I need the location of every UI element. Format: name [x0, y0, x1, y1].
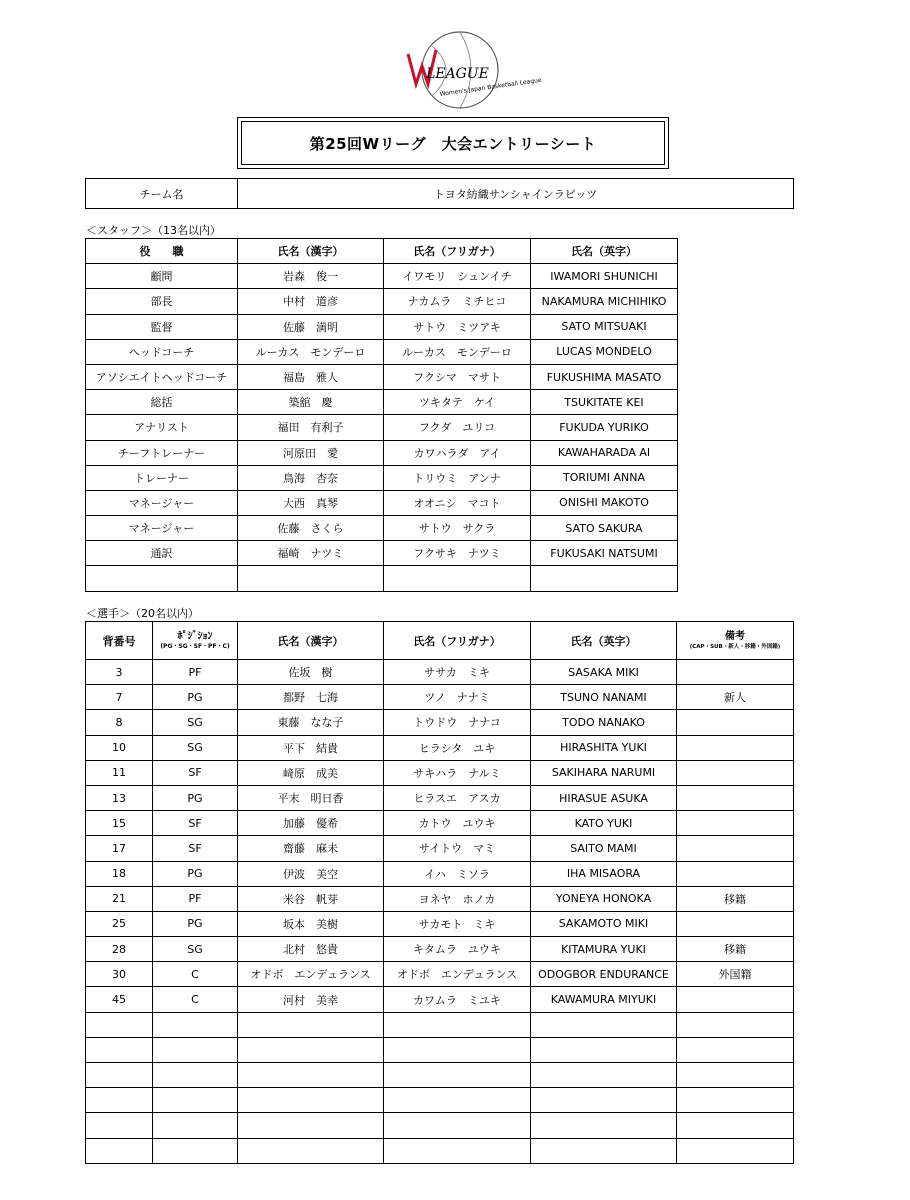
player-name-kanji: 齋藤 麻未: [238, 836, 384, 861]
player-name-kanji: 平末 明日香: [238, 785, 384, 810]
staff-role: チーフトレーナー: [86, 440, 238, 465]
staff-name-en: FUKUDA YURIKO: [531, 415, 678, 440]
player-number: 7: [86, 685, 153, 710]
player-position: [153, 1063, 238, 1088]
staff-role: 総括: [86, 390, 238, 415]
staff-name-kanji: 中村 道彦: [238, 289, 384, 314]
staff-row: [86, 314, 678, 339]
player-name-kana: ヒラシタ ユキ: [384, 735, 531, 760]
player-name-kanji: 﨑原 成美: [238, 760, 384, 785]
player-position: [153, 1037, 238, 1062]
player-row: [86, 785, 794, 810]
player-name-kana: [384, 1113, 531, 1138]
player-number: 45: [86, 987, 153, 1012]
player-remarks: [677, 1138, 794, 1163]
player-position: C: [153, 962, 238, 987]
player-row: [86, 710, 794, 735]
player-name-en: SAKIHARA NARUMI: [531, 760, 677, 785]
player-remarks: 移籍: [677, 886, 794, 911]
player-name-kanji: [238, 1113, 384, 1138]
player-number: 28: [86, 937, 153, 962]
player-name-en: [531, 1037, 677, 1062]
player-position: [153, 1012, 238, 1037]
player-remarks: [677, 1063, 794, 1088]
player-number: [86, 1113, 153, 1138]
player-name-en: KATO YUKI: [531, 811, 677, 836]
player-name-kanji: 佐坂 樹: [238, 660, 384, 685]
player-row: [86, 1063, 794, 1088]
player-number: 21: [86, 886, 153, 911]
staff-name-kanji: 築舘 慶: [238, 390, 384, 415]
player-position: PF: [153, 660, 238, 685]
player-remarks: [677, 861, 794, 886]
player-number: 25: [86, 911, 153, 936]
player-name-kana: ツノ ナナミ: [384, 685, 531, 710]
player-name-kana: オドボ エンデュランス: [384, 962, 531, 987]
staff-name-kanji: 鳥海 杏奈: [238, 465, 384, 490]
players-header-name-kana: 氏名（フリガナ）: [384, 622, 531, 660]
player-row: [86, 685, 794, 710]
staff-name-kanji: 佐藤 満明: [238, 314, 384, 339]
staff-name-kanji: 佐藤 さくら: [238, 516, 384, 541]
staff-header-name-kanji: 氏名（漢字）: [238, 239, 384, 264]
player-remarks: 外国籍: [677, 962, 794, 987]
player-number: 8: [86, 710, 153, 735]
player-row: [86, 836, 794, 861]
player-name-kana: ヒラスエ アスカ: [384, 785, 531, 810]
staff-name-en: LUCAS MONDELO: [531, 339, 678, 364]
player-position: [153, 1113, 238, 1138]
player-name-en: [531, 1138, 677, 1163]
player-number: 18: [86, 861, 153, 886]
player-row: [86, 760, 794, 785]
staff-name-kana: サトウ サクラ: [384, 516, 531, 541]
player-position: SG: [153, 710, 238, 735]
player-remarks: [677, 1012, 794, 1037]
staff-name-kana: ナカムラ ミチヒコ: [384, 289, 531, 314]
player-name-en: [531, 1088, 677, 1113]
w-league-logo-icon: [402, 26, 543, 114]
w-league-logo: [402, 26, 543, 114]
player-number: 3: [86, 660, 153, 685]
player-remarks: 新人: [677, 685, 794, 710]
player-remarks: [677, 811, 794, 836]
players-header-remarks: [677, 622, 794, 660]
staff-role: ヘッドコーチ: [86, 339, 238, 364]
staff-row: [86, 415, 678, 440]
player-row: [86, 987, 794, 1012]
players-header-position-sub: (PG・SG・SF・PF・C): [160, 642, 230, 650]
player-position: SF: [153, 811, 238, 836]
staff-rows: [86, 264, 678, 591]
staff-row: [86, 465, 678, 490]
staff-role: 部長: [86, 289, 238, 314]
players-rows: [86, 660, 794, 1164]
player-number: [86, 1037, 153, 1062]
player-name-kanji: 河村 美幸: [238, 987, 384, 1012]
player-name-kana: サイトウ マミ: [384, 836, 531, 861]
staff-name-kanji: 河原田 愛: [238, 440, 384, 465]
staff-name-en: TORIUMI ANNA: [531, 465, 678, 490]
logo-tagline: Women's Japan Basketball League: [439, 76, 543, 98]
staff-name-kanji: 福田 有利子: [238, 415, 384, 440]
staff-row: [86, 566, 678, 591]
staff-name-kana: ツキタテ ケイ: [384, 390, 531, 415]
staff-role: 監督: [86, 314, 238, 339]
player-row: [86, 962, 794, 987]
players-header-remarks-label: 備考: [725, 630, 745, 642]
player-number: 17: [86, 836, 153, 861]
player-name-kanji: 坂本 美樹: [238, 911, 384, 936]
players-header-remarks-sub: (CAP・SUB・新人・移籍・外国籍): [689, 643, 781, 650]
player-name-en: KITAMURA YUKI: [531, 937, 677, 962]
players-table: [85, 621, 794, 1164]
staff-header-role: 役 職: [86, 239, 238, 264]
staff-name-kana: フクダ ユリコ: [384, 415, 531, 440]
player-position: [153, 1088, 238, 1113]
player-remarks: [677, 1113, 794, 1138]
team-table: [85, 178, 794, 209]
player-name-en: HIRASUE ASUKA: [531, 785, 677, 810]
player-remarks: [677, 760, 794, 785]
player-position: SG: [153, 937, 238, 962]
staff-row: [86, 490, 678, 515]
player-position: PF: [153, 886, 238, 911]
player-position: SF: [153, 760, 238, 785]
player-number: 30: [86, 962, 153, 987]
player-number: [86, 1088, 153, 1113]
staff-row: [86, 289, 678, 314]
player-name-kana: キタムラ ユウキ: [384, 937, 531, 962]
player-name-kanji: 伊波 美空: [238, 861, 384, 886]
staff-name-kana: フクシマ マサト: [384, 364, 531, 389]
player-name-en: SASAKA MIKI: [531, 660, 677, 685]
staff-name-kana: イワモリ シュンイチ: [384, 264, 531, 289]
player-position: [153, 1138, 238, 1163]
player-row: [86, 660, 794, 685]
staff-row: [86, 339, 678, 364]
player-number: [86, 1012, 153, 1037]
staff-row: [86, 541, 678, 566]
player-number: 15: [86, 811, 153, 836]
team-label: チーム名: [86, 179, 238, 209]
player-remarks: [677, 785, 794, 810]
staff-row: [86, 390, 678, 415]
staff-name-kana: カワハラダ アイ: [384, 440, 531, 465]
player-remarks: [677, 1088, 794, 1113]
staff-name-kanji: 福崎 ナツミ: [238, 541, 384, 566]
player-name-en: IHA MISAORA: [531, 861, 677, 886]
staff-row: [86, 264, 678, 289]
player-name-en: TODO NANAKO: [531, 710, 677, 735]
title-box: [237, 117, 669, 169]
staff-name-en: NAKAMURA MICHIHIKO: [531, 289, 678, 314]
staff-name-kana: [384, 566, 531, 591]
player-name-kana: サカモト ミキ: [384, 911, 531, 936]
player-name-kana: トウドウ ナナコ: [384, 710, 531, 735]
player-remarks: 移籍: [677, 937, 794, 962]
player-name-kana: イハ ミソラ: [384, 861, 531, 886]
player-name-kanji: オドボ エンデュランス: [238, 962, 384, 987]
players-header-name-kanji: 氏名（漢字）: [238, 622, 384, 660]
player-name-kana: サキハラ ナルミ: [384, 760, 531, 785]
player-number: 11: [86, 760, 153, 785]
staff-name-en: FUKUSHIMA MASATO: [531, 364, 678, 389]
staff-name-en: SATO MITSUAKI: [531, 314, 678, 339]
player-position: C: [153, 987, 238, 1012]
player-name-kanji: [238, 1037, 384, 1062]
player-position: SF: [153, 836, 238, 861]
player-position: PG: [153, 685, 238, 710]
staff-role: トレーナー: [86, 465, 238, 490]
staff-name-kanji: 岩森 俊一: [238, 264, 384, 289]
players-header-position: [153, 622, 238, 660]
staff-table: [85, 238, 678, 592]
staff-name-en: FUKUSAKI NATSUMI: [531, 541, 678, 566]
team-row: [86, 179, 794, 209]
player-row: [86, 811, 794, 836]
staff-row: [86, 440, 678, 465]
team-name: トヨタ紡織サンシャインラビッツ: [238, 179, 794, 209]
player-row: [86, 1037, 794, 1062]
player-name-en: ODOGBOR ENDURANCE: [531, 962, 677, 987]
staff-name-en: KAWAHARADA AI: [531, 440, 678, 465]
player-name-en: SAITO MAMI: [531, 836, 677, 861]
player-remarks: [677, 710, 794, 735]
staff-name-en: TSUKITATE KEI: [531, 390, 678, 415]
player-row: [86, 886, 794, 911]
staff-row: [86, 364, 678, 389]
staff-name-kana: トリウミ アンナ: [384, 465, 531, 490]
staff-name-kanji: ルーカス モンデーロ: [238, 339, 384, 364]
staff-name-en: IWAMORI SHUNICHI: [531, 264, 678, 289]
player-name-kana: [384, 1088, 531, 1113]
players-header-position-label: ﾎﾟｼﾞｼｮﾝ: [177, 630, 213, 642]
player-name-en: [531, 1063, 677, 1088]
player-name-kana: [384, 1063, 531, 1088]
player-remarks: [677, 836, 794, 861]
player-remarks: [677, 1037, 794, 1062]
player-position: PG: [153, 861, 238, 886]
staff-name-kana: オオニシ マコト: [384, 490, 531, 515]
player-remarks: [677, 660, 794, 685]
player-row: [86, 1012, 794, 1037]
staff-name-kanji: [238, 566, 384, 591]
player-position: SG: [153, 735, 238, 760]
player-row: [86, 1113, 794, 1138]
player-row: [86, 861, 794, 886]
player-name-kanji: [238, 1063, 384, 1088]
staff-role: 通訳: [86, 541, 238, 566]
player-name-kanji: 米谷 帆芽: [238, 886, 384, 911]
staff-name-kanji: 福島 雅人: [238, 364, 384, 389]
player-position: PG: [153, 911, 238, 936]
staff-row: [86, 516, 678, 541]
players-header-number: 背番号: [86, 622, 153, 660]
player-name-kanji: 平下 結貴: [238, 735, 384, 760]
player-position: PG: [153, 785, 238, 810]
player-name-en: YONEYA HONOKA: [531, 886, 677, 911]
player-remarks: [677, 987, 794, 1012]
player-number: [86, 1063, 153, 1088]
player-name-kanji: 都野 七海: [238, 685, 384, 710]
staff-header-name-en: 氏名（英字）: [531, 239, 678, 264]
player-name-en: [531, 1113, 677, 1138]
player-name-en: [531, 1012, 677, 1037]
player-number: [86, 1138, 153, 1163]
staff-name-en: [531, 566, 678, 591]
staff-header-name-kana: 氏名（フリガナ）: [384, 239, 531, 264]
player-name-en: HIRASHITA YUKI: [531, 735, 677, 760]
staff-section-label: ＜スタッフ＞（13名以内）: [86, 224, 221, 237]
player-name-kanji: 北村 悠貴: [238, 937, 384, 962]
player-row: [86, 1138, 794, 1163]
player-remarks: [677, 911, 794, 936]
player-row: [86, 735, 794, 760]
logo-main-text: LEAGUE: [426, 66, 489, 82]
player-name-en: SAKAMOTO MIKI: [531, 911, 677, 936]
player-name-kana: [384, 1012, 531, 1037]
staff-name-kana: サトウ ミツアキ: [384, 314, 531, 339]
player-number: 10: [86, 735, 153, 760]
staff-name-kana: フクサキ ナツミ: [384, 541, 531, 566]
player-name-kana: ササカ ミキ: [384, 660, 531, 685]
staff-role: [86, 566, 238, 591]
staff-role: アソシエイトヘッドコーチ: [86, 364, 238, 389]
staff-role: アナリスト: [86, 415, 238, 440]
staff-name-en: SATO SAKURA: [531, 516, 678, 541]
player-name-kana: [384, 1138, 531, 1163]
players-header-row: [86, 622, 794, 660]
players-header-name-en: 氏名（英字）: [531, 622, 677, 660]
player-name-kana: [384, 1037, 531, 1062]
player-name-kana: カトウ ユウキ: [384, 811, 531, 836]
staff-name-kanji: 大西 真琴: [238, 490, 384, 515]
player-name-kanji: 東藤 なな子: [238, 710, 384, 735]
staff-header-row: [86, 239, 678, 264]
player-name-en: KAWAMURA MIYUKI: [531, 987, 677, 1012]
player-name-kana: ヨネヤ ホノカ: [384, 886, 531, 911]
player-row: [86, 1088, 794, 1113]
player-name-en: TSUNO NANAMI: [531, 685, 677, 710]
staff-name-kana: ルーカス モンデーロ: [384, 339, 531, 364]
player-number: 13: [86, 785, 153, 810]
player-name-kanji: [238, 1138, 384, 1163]
staff-name-en: ONISHI MAKOTO: [531, 490, 678, 515]
player-row: [86, 937, 794, 962]
player-name-kanji: [238, 1088, 384, 1113]
page-title: 第25回Wリーグ 大会エントリーシート: [241, 121, 665, 165]
staff-role: マネージャー: [86, 516, 238, 541]
players-section-label: ＜選手＞（20名以内）: [86, 607, 199, 620]
player-remarks: [677, 735, 794, 760]
player-name-kanji: 加藤 優希: [238, 811, 384, 836]
player-name-kanji: [238, 1012, 384, 1037]
player-row: [86, 911, 794, 936]
staff-role: 顧問: [86, 264, 238, 289]
staff-role: マネージャー: [86, 490, 238, 515]
player-name-kana: カワムラ ミユキ: [384, 987, 531, 1012]
